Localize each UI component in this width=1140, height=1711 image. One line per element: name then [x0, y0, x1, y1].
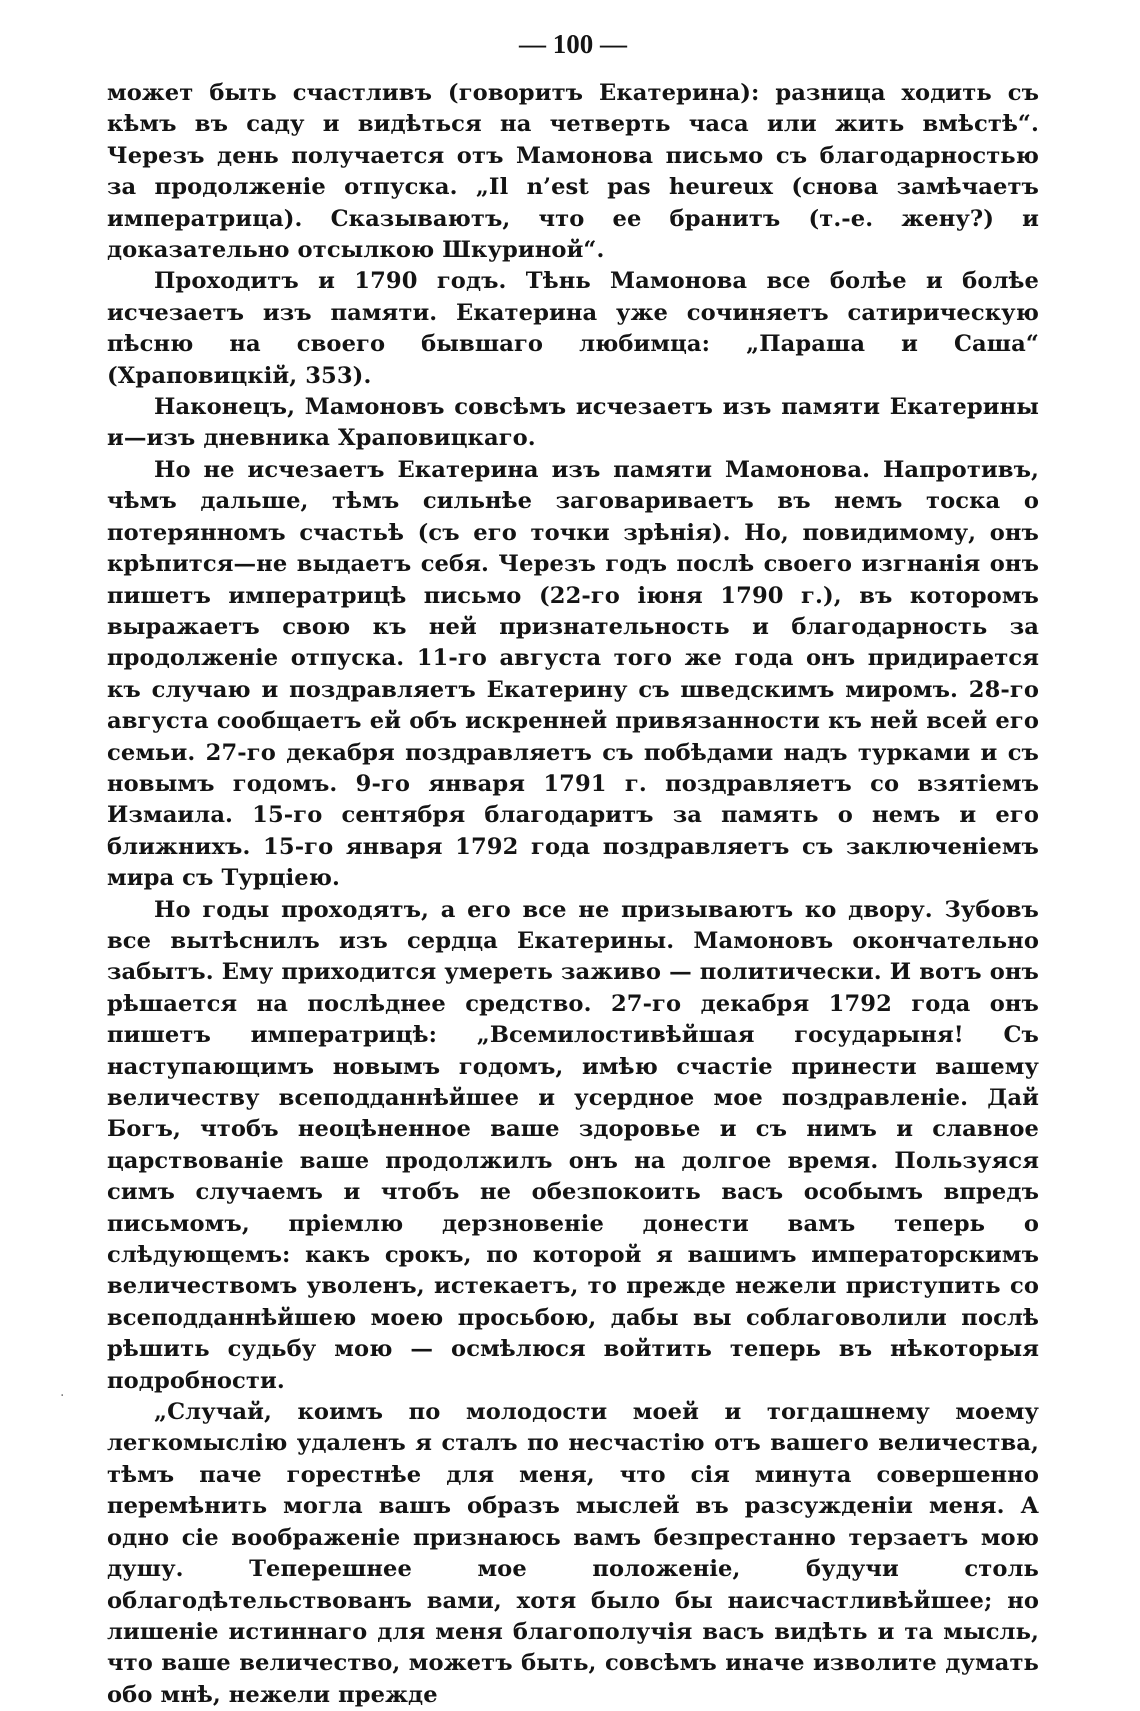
paragraph: Но годы проходятъ, а его все не призываютъ ко двору. Зубовъ все вытѣснилъ изъ сердца Екатерины. Мамоновъ окончательно забытъ. Ему приходится умереть заживо — политически. И вотъ онъ рѣшается на послѣднее средство. 27-го декабря 1792 года онъ пишетъ императрицѣ: „Всемилостивѣйшая государыня! Съ наступающимъ новымъ годомъ, имѣю счастіе принести вашему величеству всеподданнѣйшее и усердное мое поздравленіе. Дай Богъ, чтобъ неоцѣненное ваше здоровье и съ нимъ и славное царствованіе ваше продолжилъ онъ на долгое время. Пользуяся симъ случаемъ и чтобъ не обезпокоить васъ особымъ впредъ письмомъ, пріемлю дерзновеніе донести вамъ теперь о слѣдующемъ: какъ срокъ, по которой я вашимъ императорскимъ величествомъ уволенъ, истекаетъ, то прежде нежели приступить со всеподданнѣйшею моею просьбою, дабы вы соблаговолили послѣ рѣшить судьбу мою — осмѣлюся войтить теперь въ нѣкоторыя подробности.	[107, 896, 1039, 1394]
paragraph: Наконецъ, Мамоновъ совсѣмъ исчезаетъ изъ памяти Екатерины и—изъ дневника Храповицкаго.	[107, 394, 1039, 452]
paragraph: „Случай, коимъ по молодости моей и тогдашнему моему легкомыслію удаленъ я сталъ по несчастію отъ вашего величества, тѣмъ паче горестнѣе для меня, что сія минута совершенно перемѣнить могла вашъ образъ мыслей въ разсужденіи меня. А одно сіе воображеніе признаюсь вамъ безпрестанно терзаетъ мою душу. Теперешнее мое положеніе, будучи столь облагодѣтельствованъ вами, хотя было бы наисчастливѣйшее; но лишеніе истиннаго для меня благополучія васъ видѣть и та мысль, что ваше величество, можетъ быть, совсѣмъ иначе изволите думать обо мнѣ, нежели прежде	[107, 1399, 1039, 1708]
page-number: — 100 —	[519, 29, 627, 59]
scan-speck: ·	[60, 1388, 65, 1404]
paragraph: может быть счастливъ (говоритъ Екатерина): разница ходить съ кѣмъ въ саду и видѣться на четверть часа или жить вмѣстѣ“. Черезъ день получается отъ Мамонова письмо съ благодарностью за продолженіе отпуска. „Il n’est pas heureux (снова замѣчаетъ императрица). Сказываютъ, что ее бранитъ (т.-е. жену?) и доказательно отсылкою Шкуриной“.	[107, 80, 1039, 264]
paragraph: Проходитъ и 1790 годъ. Тѣнь Мамонова все болѣе и болѣе исчезаетъ изъ памяти. Екатерина уже сочиняетъ сатирическую пѣсню на своего бывшаго любимца: „Параша и Саша“ (Храповицкій, 353).	[107, 268, 1039, 389]
paragraph: Но не исчезаетъ Екатерина изъ памяти Мамонова. Напротивъ, чѣмъ дальше, тѣмъ сильнѣе заговариваетъ въ немъ тоска о потерянномъ счастьѣ (съ его точки зрѣнія). Но, повидимому, онъ крѣпится—не выдаетъ себя. Черезъ годъ послѣ своего изгнанія онъ пишетъ императрицѣ письмо (22-го іюня 1790 г.), въ которомъ выражаетъ свою къ ней признательность и благодарность за продолженіе отпуска. 11-го августа того же года онъ придирается къ случаю и поздравляетъ Екатерину съ шведскимъ миромъ. 28-го августа сообщаетъ ей объ искренней привязанности къ ней всей его семьи. 27-го декабря поздравляетъ съ побѣдами надъ турками и съ новымъ годомъ. 9-го января 1791 г. поздравляетъ со взятіемъ Измаила. 15-го сентября благодаритъ за память о немъ и его ближнихъ. 15-го января 1792 года поздравляетъ съ заключеніемъ мира съ Турціею.	[107, 456, 1039, 892]
page-body	[107, 78, 1039, 1711]
